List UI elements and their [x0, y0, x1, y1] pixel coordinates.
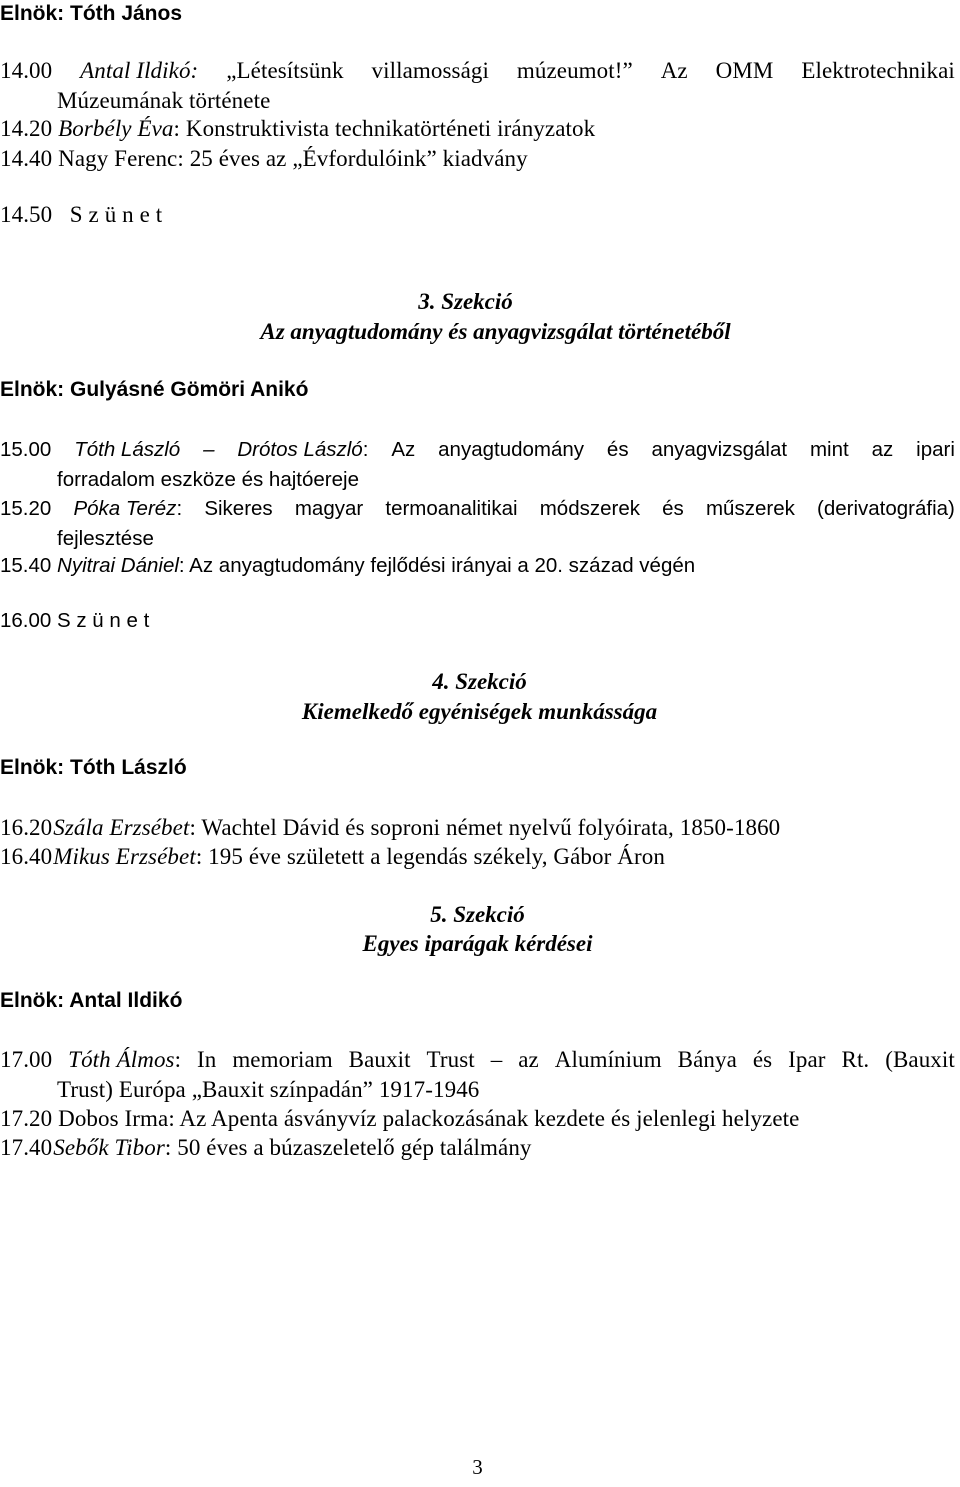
break-1600: 16.00 S z ü n e t — [0, 609, 150, 632]
author-name: Borbély Éva — [58, 116, 174, 141]
title-word: az — [518, 1047, 539, 1072]
title-word: Rt. — [841, 1047, 870, 1072]
section-5-number: 5. Szekció — [430, 902, 525, 927]
author-name: Sebők Tibor — [53, 1135, 165, 1160]
talk-title: : Konstruktivista technikatörténeti irányzatok — [173, 116, 596, 141]
title-word: mint — [809, 438, 849, 461]
author-name: Antal Ildikó: — [80, 58, 199, 83]
section-4-number: 4. Szekció — [432, 669, 527, 694]
title-word: OMM — [715, 58, 774, 83]
talk-title: : 195 éve született a legendás székely, Gábor Áron — [195, 844, 665, 869]
title-continuation: forradalom eszköze és hajtóereje — [57, 467, 359, 491]
program-item-line — [0, 494, 955, 524]
title-word: Az — [660, 58, 688, 83]
author-name: Tóth Álmos — [68, 1047, 175, 1072]
title-word: Sikeres — [204, 497, 273, 520]
time-label: 17.00 — [0, 1047, 53, 1072]
title-word: : — [174, 1047, 182, 1072]
time-label: 15.20 — [0, 497, 52, 520]
author-dash: – — [203, 438, 215, 461]
section-4-title: Kiemelkedő egyéniségek munkássága — [301, 699, 658, 724]
title-word: Bauxit — [348, 1047, 411, 1072]
author-name: Tóth László — [74, 438, 181, 461]
break-1450: 14.50 S z ü n e t — [0, 202, 163, 227]
program-item-line — [0, 56, 955, 86]
title-continuation: Múzeumának története — [57, 87, 271, 113]
time-label: 14.20 — [0, 116, 53, 141]
author-name: Mikus Erzsébet — [53, 844, 196, 869]
title-word: és — [752, 1047, 773, 1072]
program-item-1740 — [0, 1133, 955, 1163]
talk-title: : 50 éves a búzaszeletelő gép találmány — [164, 1135, 532, 1160]
time-label: 15.00 — [0, 438, 52, 461]
title-word: „Létesítsünk — [226, 58, 344, 83]
chair-toth-laszlo: Elnök: Tóth László — [0, 756, 187, 779]
program-item-1500 — [0, 435, 955, 494]
chair-toth-janos: Elnök: Tóth János — [0, 2, 183, 25]
talk-title: Nagy Ferenc: 25 éves az „Évfordulóink” kiadvány — [58, 146, 528, 171]
title-word: Alumínium — [554, 1047, 662, 1072]
time-label: 17.40 — [0, 1135, 53, 1160]
time-label: 16.20 — [0, 815, 53, 840]
title-word: In — [197, 1047, 217, 1072]
title-word: termoanalitikai — [385, 497, 518, 520]
time-label: 16.40 — [0, 844, 53, 869]
title-word: az — [871, 438, 894, 461]
title-word: és — [606, 438, 629, 461]
title-word: : — [362, 438, 369, 461]
chair-antal-ildiko: Elnök: Antal Ildikó — [0, 989, 183, 1012]
program-item-1420 — [0, 114, 955, 144]
title-word: Trust — [426, 1047, 475, 1072]
title-word: műszerek — [705, 497, 795, 520]
time-label: 17.20 — [0, 1106, 53, 1131]
title-word: ipari — [916, 438, 955, 461]
program-item-1520 — [0, 494, 955, 553]
section-3-title: Az anyagtudomány és anyagvizsgálat történetéből — [260, 319, 731, 344]
title-continuation: Trust) Európa „Bauxit színpadán” 1917-1946 — [57, 1076, 480, 1102]
title-word: múzeumot!” — [516, 58, 633, 83]
title-word: anyagvizsgálat — [651, 438, 788, 461]
title-word: Elektrotechnikai — [801, 58, 955, 83]
program-item-1640 — [0, 842, 955, 872]
time-label: 14.00 — [0, 58, 53, 83]
time-label: 14.40 — [0, 146, 53, 171]
section-3-number: 3. Szekció — [418, 289, 513, 314]
time-label: 15.40 — [0, 554, 52, 577]
title-continuation: fejlesztése — [57, 526, 154, 550]
program-item-line — [0, 435, 955, 465]
author-name: Póka Teréz — [73, 497, 177, 520]
title-word: és — [662, 497, 684, 520]
title-word: Bánya — [677, 1047, 737, 1072]
talk-title: : Az anyagtudomány fejlődési irányai a 20. század végén — [178, 554, 696, 577]
program-item-line — [0, 1045, 955, 1075]
author-name: Szála Erzsébet — [53, 815, 190, 840]
title-word: Ipar — [788, 1047, 826, 1072]
page-number: 3 — [472, 1455, 483, 1479]
title-word: magyar — [294, 497, 364, 520]
title-word: villamossági — [371, 58, 489, 83]
talk-title: : Wachtel Dávid és soproni német nyelvű folyóirata, 1850-1860 — [189, 815, 781, 840]
title-word: módszerek — [539, 497, 640, 520]
title-word: Az — [391, 438, 416, 461]
title-word: : — [176, 497, 183, 520]
author-name: Drótos László — [237, 438, 363, 461]
program-item-1540 — [0, 551, 955, 581]
program-item-1440 — [0, 144, 955, 174]
title-word: – — [490, 1047, 503, 1072]
author-name: Nyitrai Dániel — [57, 554, 179, 577]
title-word: (Bauxit — [885, 1047, 955, 1072]
program-item-1720 — [0, 1104, 955, 1134]
program-item-1400 — [0, 56, 955, 115]
title-word: (derivatográfia) — [817, 497, 955, 520]
title-word: anyagtudomány — [438, 438, 585, 461]
program-item-1700 — [0, 1045, 955, 1104]
section-5-title: Egyes iparágak kérdései — [362, 931, 593, 956]
talk-title: Dobos Irma: Az Apenta ásványvíz palackozásának kezdete és jelenlegi helyzete — [58, 1106, 800, 1131]
title-word: memoriam — [232, 1047, 333, 1072]
program-item-1620 — [0, 813, 955, 843]
chair-gulyasne: Elnök: Gulyásné Gömöri Anikó — [0, 378, 309, 401]
